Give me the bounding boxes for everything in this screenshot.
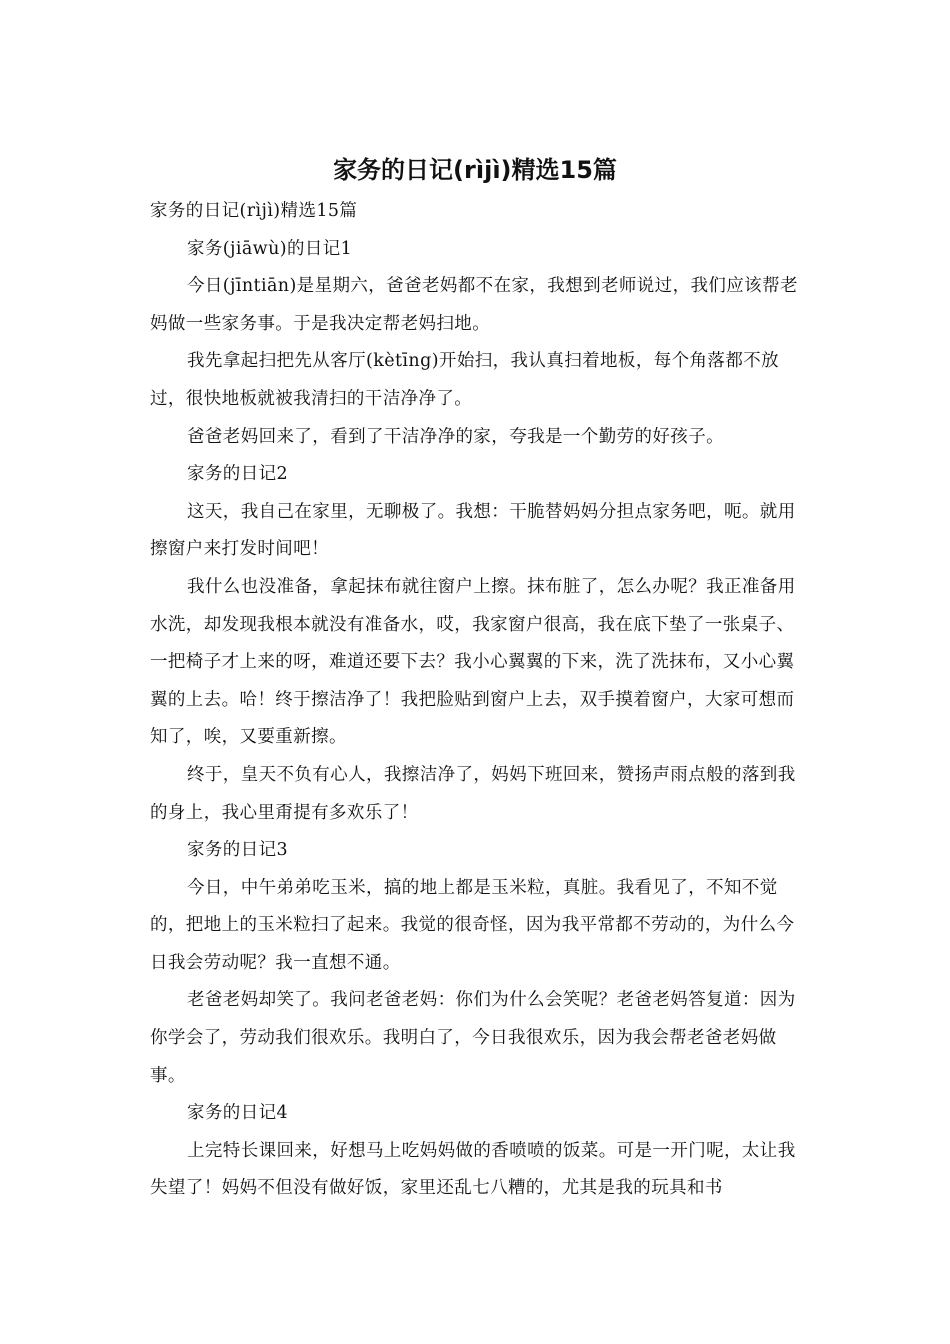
body-paragraph: 我先拿起扫把先从客厅(kètīng)开始扫，我认真扫着地板，每个角落都不放过，很快地板就被我清扫的干洁净净了。 [150, 351, 780, 409]
body-paragraph: 老爸老妈却笑了。我问老爸老妈：你们为什么会笑呢？老爸老妈答复道：因为你学会了，劳动我们很欢乐。我明白了，今日我很欢乐，因为我会帮老爸老妈做事。 [150, 990, 796, 1086]
body-paragraph: 终于，皇天不负有心人，我擦洁净了，妈妈下班回来，赞扬声雨点般的落到我的身上，我心里甭提有多欢乐了！ [150, 764, 796, 823]
section-heading: 家务的日记4 [187, 1103, 289, 1124]
subtitle-paragraph: 家务的日记(rìjì)精选15篇 [150, 201, 358, 221]
document-title: 家务的日记(rìjì)精选15篇 [333, 156, 617, 184]
section-heading: 家务的日记2 [187, 464, 289, 485]
body-paragraph: 今日(jīntiān)是星期六，爸爸老妈都不在家，我想到老师说过，我们应该帮老妈做一些家务事。于是我决定帮老妈扫地。 [150, 276, 798, 334]
section-heading: 家务的日记3 [187, 840, 289, 861]
body-paragraph: 今日，中午弟弟吃玉米，搞的地上都是玉米粒，真脏。我看见了，不知不觉的，把地上的玉米粒扫了起来。我觉的很奇怪，因为我平常都不劳动的，为什么今日我会劳动呢？我一直想不通。 [150, 877, 795, 973]
section-heading: 家务(jiāwù)的日记1 [187, 238, 353, 259]
document-body [150, 193, 802, 1208]
body-paragraph: 上完特长课回来，好想马上吃妈妈做的香喷喷的饭菜。可是一开门呢，太让我失望了！妈妈不但没有做好饭，家里还乱七八糟的，尤其是我的玩具和书 [150, 1140, 796, 1199]
body-paragraph: 我什么也没准备，拿起抹布就往窗户上擦。抹布脏了，怎么办呢？我正准备用水洗，却发现我根本就没有准备水，哎，我家窗户很高，我在底下垫了一张桌子、一把椅子才上来的呀，难道还要下去？我小心翼翼的下来，洗了洗抹布，又小心翼翼的上去。哈！终于擦洁净了！我把脸贴到窗户上去，双手摸着窗户，大家可想而知了，唉，又要重新擦。 [150, 576, 796, 748]
body-paragraph: 这天，我自己在家里，无聊极了。我想：干脆替妈妈分担点家务吧，呃。就用擦窗户来打发时间吧！ [150, 501, 796, 560]
body-paragraph: 爸爸老妈回来了，看到了干洁净净的家，夸我是一个勤劳的好孩子。 [187, 426, 724, 447]
